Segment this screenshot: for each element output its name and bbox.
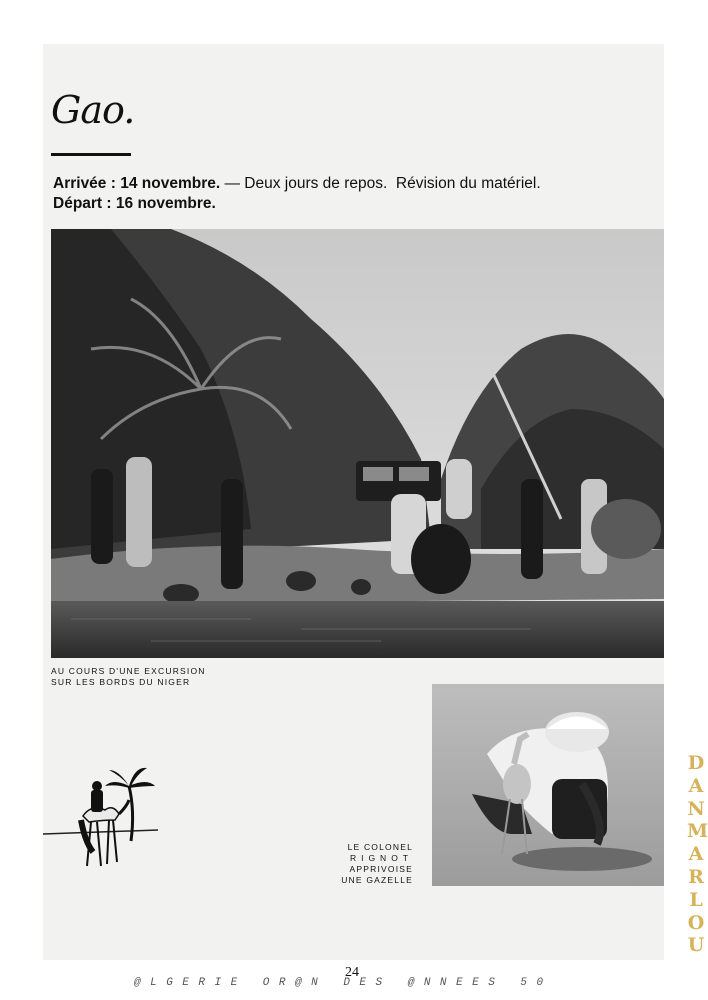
side-letter: L (689, 888, 703, 911)
side-letter: A (688, 774, 704, 797)
departure-line (53, 194, 541, 214)
side-letter: M (687, 820, 708, 843)
page-title: Gao. (51, 88, 135, 132)
photo-colonel-gazelle (432, 684, 664, 886)
arrival-note: Deux jours de repos. Révision du matériel. (244, 175, 541, 192)
arrival-date: 14 novembre. (120, 175, 221, 192)
arrival-label: Arrivée : (53, 175, 116, 192)
caption-excursion (51, 666, 206, 688)
side-watermark (687, 752, 708, 957)
departure-label: Départ : (53, 195, 112, 212)
side-letter: U (687, 934, 705, 957)
document-page (43, 44, 664, 960)
camel-rider-palm-icon (43, 756, 163, 880)
itinerary-info (53, 174, 541, 214)
caption-line: LE COLONEL (347, 842, 413, 852)
caption-line: RIGNOT (349, 853, 413, 863)
caption-colonel (325, 842, 413, 886)
departure-date: 16 novembre. (115, 195, 216, 212)
page-number: 24 (345, 965, 359, 980)
caption-line: AU COURS D'UNE EXCURSION (51, 666, 206, 676)
arrival-dash: — (224, 175, 240, 192)
title-underline (51, 153, 131, 156)
caption-line: UNE GAZELLE (341, 875, 413, 885)
side-letter: O (687, 911, 705, 934)
footer-watermark: @LGERIE OR@N DES @NNEES 50 (134, 977, 553, 989)
arrival-line (53, 174, 541, 194)
side-letter: A (688, 843, 704, 866)
caption-line: SUR LES BORDS DU NIGER (51, 677, 191, 687)
side-letter: N (687, 797, 705, 820)
side-letter: D (687, 752, 705, 774)
side-letter: R (688, 865, 704, 888)
caption-line: APPRIVOISE (349, 864, 413, 874)
photo-niger-riverbank (51, 229, 664, 658)
